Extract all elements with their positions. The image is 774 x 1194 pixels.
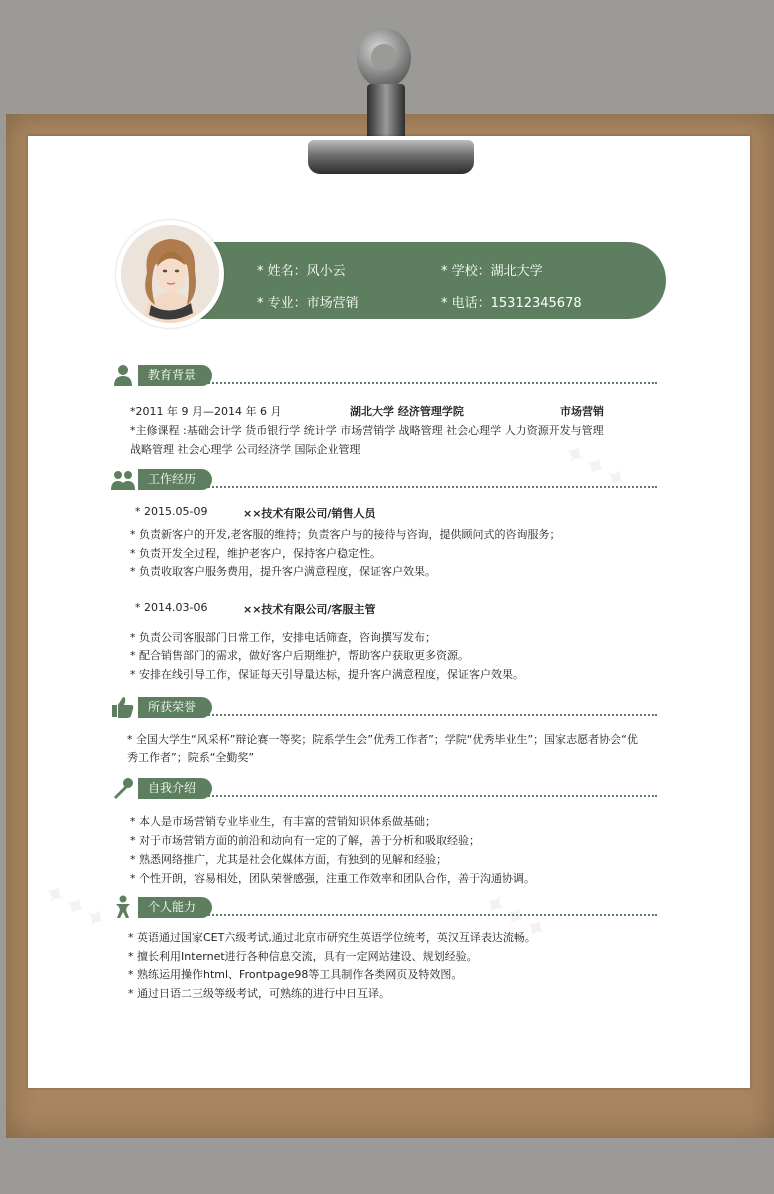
phone-field: * 电话：15312345678 (441, 296, 582, 311)
job1-item: * 负责开发全过程，维护老客户，保持客户稳定性。 (130, 547, 381, 560)
skills-item: * 熟练运用操作html、Frontpage98等工具制作各类网页及特效图。 (128, 968, 463, 981)
intro-item: * 本人是市场营销专业毕业生，有丰富的营销知识体系做基础； (130, 815, 436, 828)
skills-item: * 擅长利用Internet进行各种信息交流，具有一定网站建设、规划经验。 (128, 950, 478, 963)
job2-item: * 负责公司客服部门日常工作，安排电话筛查，咨询撰写发布； (130, 631, 436, 644)
clip-base (308, 140, 474, 174)
people-icon (110, 466, 136, 492)
divider (205, 486, 657, 488)
microphone-icon (110, 775, 136, 801)
honors-line: 秀工作者”；院系“全勤奖” (127, 751, 255, 764)
divider (205, 714, 657, 716)
job1-company: ××技术有限公司/销售人员 (243, 507, 376, 520)
section-title: 个人能力 (138, 897, 212, 918)
job2-company: ××技术有限公司/客服主管 (243, 603, 376, 616)
job1-item: * 负责收取客户服务费用，提升客户满意程度，保证客户效果。 (130, 565, 436, 578)
thumbs-up-icon (110, 694, 136, 720)
education-date: *2011 年 9 月—2014 年 6 月 (130, 405, 282, 418)
skills-item: * 通过日语二三级等级考试，可熟练的进行中日互译。 (128, 987, 390, 1000)
section-title: 所获荣誉 (138, 697, 212, 718)
name-field: * 姓名：风小云 (257, 264, 346, 279)
portrait-illustration (121, 225, 219, 323)
skills-item: * 英语通过国家CET六级考试,通过北京市研究生英语学位统考，英汉互译表达流畅。 (128, 931, 536, 944)
clip-ring (357, 28, 411, 88)
figure-icon (110, 894, 136, 920)
divider (205, 795, 657, 797)
section-title: 教育背景 (138, 365, 212, 386)
watermark: ✦✦✦ (476, 884, 554, 949)
education-school: 湖北大学 经济管理学院 (350, 405, 464, 418)
education-courses-cont: 战略管理 社会心理学 公司经济学 国际企业管理 (130, 443, 361, 456)
major-field: * 专业：市场营销 (257, 296, 359, 311)
education-courses: *主修课程 :基础会计学 货币银行学 统计学 市场营销学 战略管理 社会心理学 人力资源开发与管理 (130, 424, 604, 437)
divider (205, 382, 657, 384)
intro-item: * 熟悉网络推广，尤其是社会化媒体方面，有独到的见解和经验； (130, 853, 447, 866)
divider (205, 914, 657, 916)
clip-neck (367, 84, 405, 142)
intro-item: * 对于市场营销方面的前沿和动向有一定的了解，善于分析和吸取经验； (130, 834, 480, 847)
section-title: 自我介绍 (138, 778, 212, 799)
education-major: 市场营销 (560, 405, 604, 418)
section-title: 工作经历 (138, 469, 212, 490)
avatar (121, 225, 219, 323)
school-field: * 学校：湖北大学 (441, 264, 543, 279)
watermark: ✦✦✦ (36, 874, 114, 939)
job2-item: * 安排在线引导工作，保证每天引导量达标，提升客户满意程度，保证客户效果。 (130, 668, 524, 681)
job2-item: * 配合销售部门的需求，做好客户后期维护，帮助客户获取更多资源。 (130, 649, 469, 662)
job1-date: * 2015.05-09 (135, 505, 208, 518)
intro-item: * 个性开朗，容易相处，团队荣誉感强，注重工作效率和团队合作，善于沟通协调。 (130, 872, 535, 885)
person-icon (110, 362, 136, 388)
job2-date: * 2014.03-06 (135, 601, 208, 614)
honors-line: * 全国大学生“风采杯”辩论赛一等奖；院系学生会”优秀工作者”；学院“优秀毕业生”；国家志愿者协会“优 (127, 733, 638, 746)
job1-item: * 负责新客户的开发,老客服的维持；负责客户与的接待与咨询，提供顾问式的咨询服务； (130, 528, 561, 541)
watermark: ✦✦✦ (556, 434, 634, 499)
